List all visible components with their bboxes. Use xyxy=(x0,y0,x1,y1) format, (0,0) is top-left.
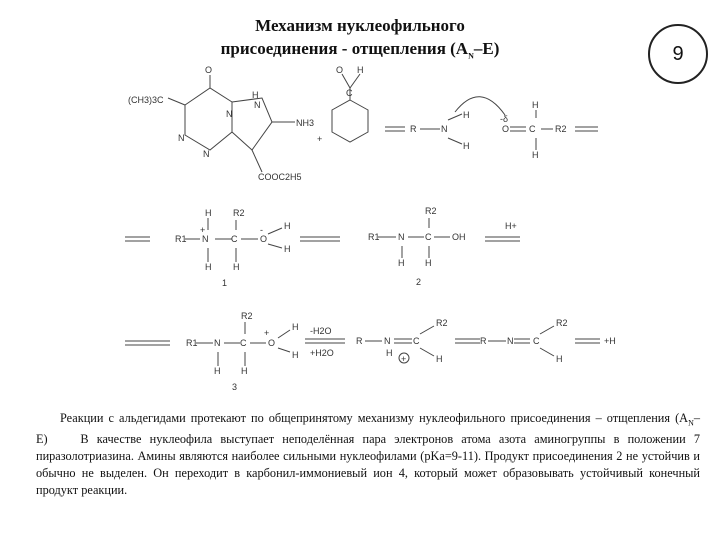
product-acid-label: +H xyxy=(604,336,616,346)
int3-plus-label: + xyxy=(264,328,270,338)
int3-o-label: O xyxy=(268,338,276,348)
step1-o-charge-label: -δ xyxy=(500,114,509,124)
int1-r2-label: R2 xyxy=(233,208,245,218)
int3-n-label: N xyxy=(214,338,221,348)
minus-water-label: -H2O xyxy=(310,326,332,336)
step1-h2-label: H xyxy=(463,141,470,151)
compound-2-number: 2 xyxy=(416,277,422,287)
plus-water-label: +H2O xyxy=(310,348,334,358)
step1-c-label: C xyxy=(529,124,536,134)
nh-n-label: N xyxy=(254,100,261,110)
int4-h2-label: H xyxy=(386,348,393,358)
int1-c-label: C xyxy=(231,234,238,244)
benzaldehyde-c-label: C xyxy=(346,88,353,98)
int3-h3-label: H xyxy=(292,322,299,332)
int4-charge-label: + xyxy=(401,354,407,364)
triazine-ring xyxy=(185,88,232,150)
benzaldehyde-o-label: O xyxy=(336,65,344,75)
bridge-n-label: N xyxy=(226,109,233,119)
int3-h4-label: H xyxy=(292,350,299,360)
int3-r2-label: R2 xyxy=(241,311,253,321)
compound-3-number: 3 xyxy=(232,382,238,392)
slide-number: 9 xyxy=(672,42,684,65)
body-rest: В качестве нуклеофила выступает неподелённая пара электронов атома азота аминогруппы в положении 7 пиразолотриазина. Амины являются наиболее сильными нуклеофилами (pKa=9-11). Продукт присоединения 2 не устойчив и обычно не выделен. Он переходит в карбонил-иммониевый ион 4, который может образовывать устойчивый конечный продукт реакции. xyxy=(36,432,701,498)
int4-n-label: N xyxy=(384,336,391,346)
int2-h1-label: H xyxy=(398,258,405,268)
int1-o-label: O xyxy=(260,234,268,244)
pyrazole-ring xyxy=(232,98,272,150)
plus-sign: + xyxy=(317,134,323,144)
int4-r2-label: R2 xyxy=(436,318,448,328)
product-r2-label: R2 xyxy=(556,318,568,328)
nh-h-label: H xyxy=(252,90,259,100)
body-subscript: N xyxy=(688,418,694,428)
int1-h2-label: H xyxy=(205,262,212,272)
ester-label: COOC2H5 xyxy=(258,172,302,182)
product-h-label: H xyxy=(556,354,563,364)
body-sentence-1: Реакции с альдегидами протекают по общепринятому механизму нуклеофильного присоединения – отщепления (A xyxy=(60,411,689,425)
int1-plus-label: + xyxy=(200,225,206,235)
step1-o-label: O xyxy=(502,124,510,134)
step1-n-label: N xyxy=(441,124,448,134)
int2-h2-label: H xyxy=(425,258,432,268)
int1-h5-label: H xyxy=(284,244,291,254)
product-c-label: C xyxy=(533,336,540,346)
int3-h2-label: H xyxy=(241,366,248,376)
body-paragraph xyxy=(36,410,700,499)
int1-h1-label: H xyxy=(205,208,212,218)
ring-n1-label: N xyxy=(178,133,185,143)
ring-n2-label: N xyxy=(203,149,210,159)
benzene-ring xyxy=(332,100,368,142)
int1-n-label: N xyxy=(202,234,209,244)
int1-r1-label: R1 xyxy=(175,234,187,244)
benzaldehyde-h-label: H xyxy=(357,65,364,75)
product-r-label: R xyxy=(480,336,487,346)
step1-r-label: R xyxy=(410,124,417,134)
step1-h4-label: H xyxy=(532,150,539,160)
product-n-label: N xyxy=(507,336,514,346)
int4-c-label: C xyxy=(413,336,420,346)
body-sentence-1-end: –E) xyxy=(36,411,700,447)
tbu-label: (CH3)3C xyxy=(128,95,164,105)
step1-r2-label: R2 xyxy=(555,124,567,134)
title-line-1: Механизм нуклеофильного xyxy=(255,16,465,35)
title-line-2: присоединения - отщепления $(A_N-E)$ xyxy=(220,39,500,61)
int1-minus-label: - xyxy=(260,225,263,235)
acid-catalyst-label: H+ xyxy=(505,221,517,231)
int3-r1-label: R1 xyxy=(186,338,198,348)
int2-r1-label: R1 xyxy=(368,232,380,242)
int4-h1-label: H xyxy=(436,354,443,364)
carbonyl-o-label: O xyxy=(205,65,213,75)
compound-1-number: 1 xyxy=(222,278,228,288)
int1-h4-label: H xyxy=(284,221,291,231)
int3-c-label: C xyxy=(240,338,247,348)
int2-r2-label: R2 xyxy=(425,206,437,216)
step1-h1-label: H xyxy=(463,110,470,120)
step1-h3-label: H xyxy=(532,100,539,110)
int2-n-label: N xyxy=(398,232,405,242)
int2-c-label: C xyxy=(425,232,432,242)
int4-r-label: R xyxy=(356,336,363,346)
int2-oh-label: OH xyxy=(452,232,466,242)
amino-label: NH3 xyxy=(296,118,315,128)
int1-h3-label: H xyxy=(233,262,240,272)
int3-h1-label: H xyxy=(214,366,221,376)
